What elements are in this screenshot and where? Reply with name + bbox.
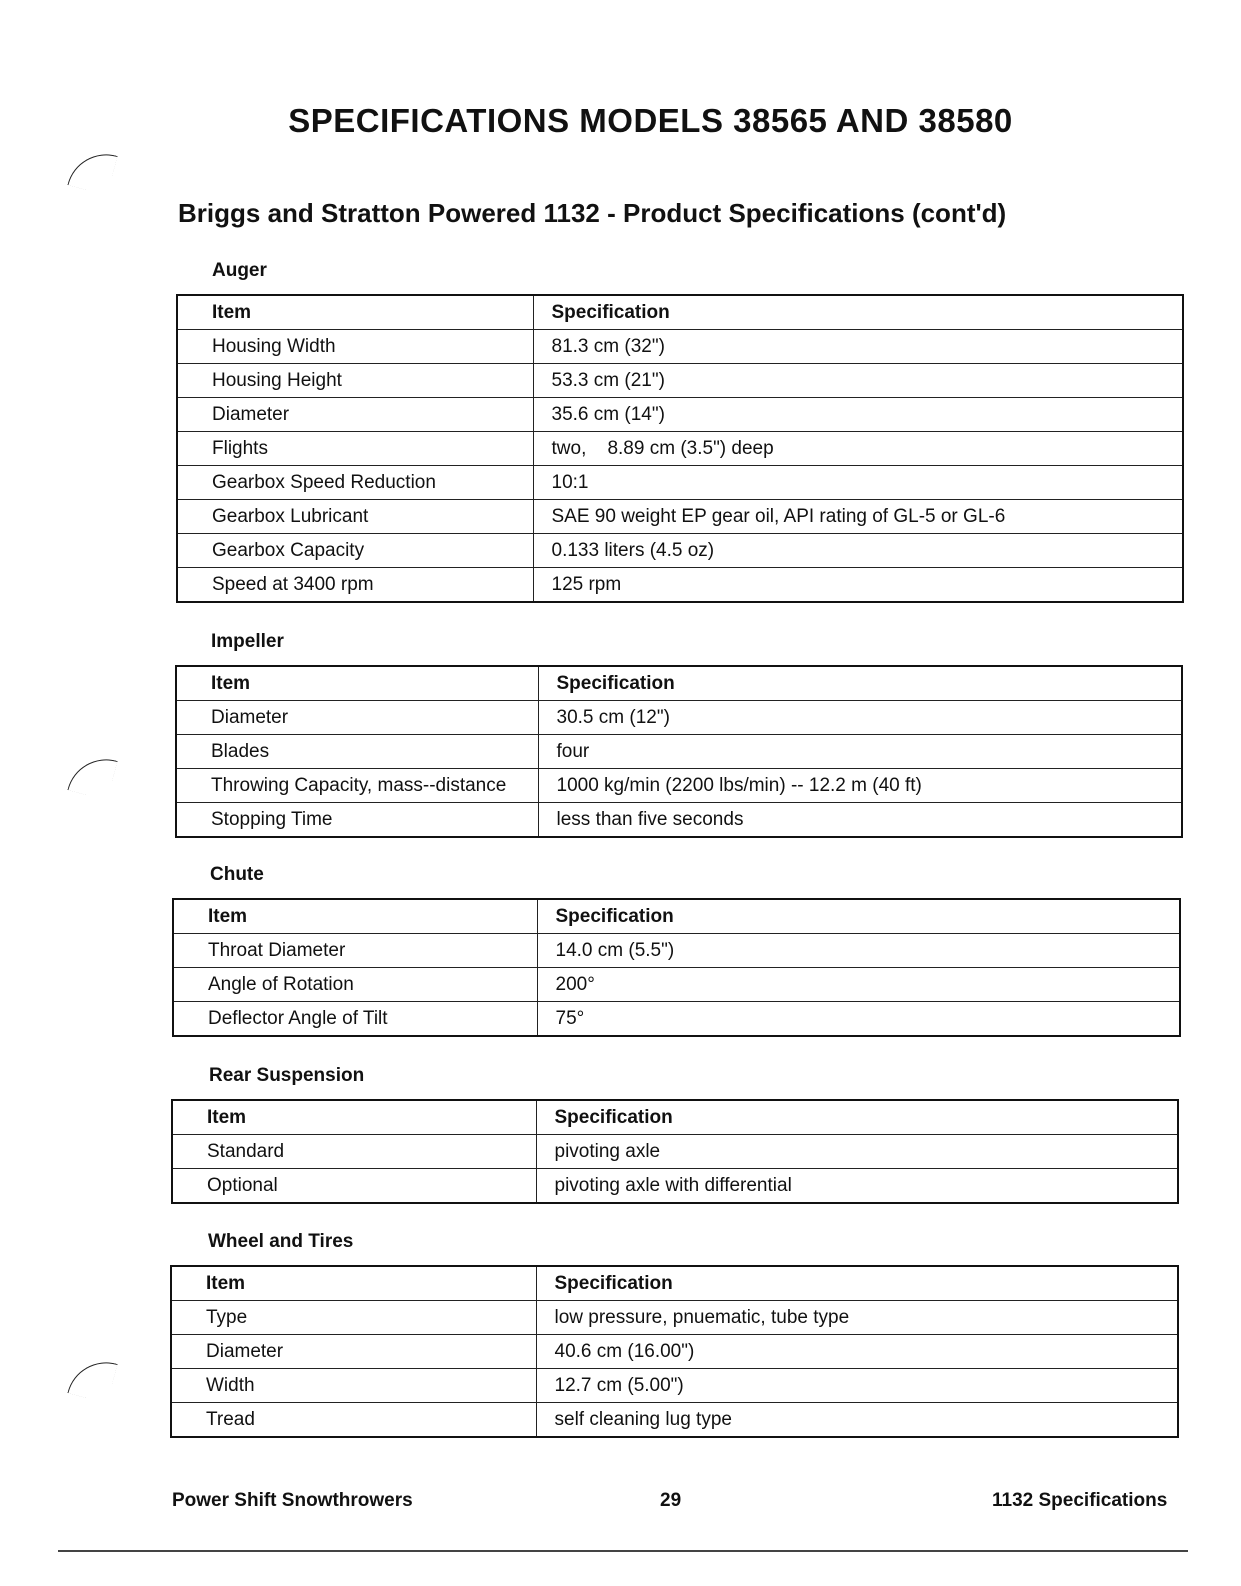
footer-left: Power Shift Snowthrowers — [172, 1490, 413, 1511]
header-item: Item — [176, 666, 538, 701]
footer-divider — [58, 1550, 1188, 1552]
header-specification: Specification — [536, 1100, 1178, 1135]
header-specification: Specification — [533, 295, 1183, 330]
table-header-row — [173, 899, 1180, 934]
item-cell: Type — [171, 1301, 536, 1335]
table-row — [177, 466, 1183, 500]
item-cell: Width — [171, 1369, 536, 1403]
item-cell: Speed at 3400 rpm — [177, 568, 533, 603]
table-row — [173, 934, 1180, 968]
page-title: SPECIFICATIONS MODELS 38565 AND 38580 — [288, 102, 1013, 139]
group-label-impeller: Impeller — [211, 631, 284, 652]
item-cell: Housing Width — [177, 330, 533, 364]
table-row — [177, 568, 1183, 603]
spec-table-wheel-and-tires — [170, 1265, 1179, 1438]
spec-cell: two, 8.89 cm (3.5") deep — [533, 432, 1183, 466]
header-item: Item — [171, 1266, 536, 1301]
header-specification: Specification — [536, 1266, 1178, 1301]
item-cell: Blades — [176, 735, 538, 769]
item-cell: Deflector Angle of Tilt — [173, 1002, 537, 1037]
item-cell: Gearbox Lubricant — [177, 500, 533, 534]
footer-right: 1132 Specifications — [992, 1490, 1168, 1511]
spec-table-auger — [176, 294, 1184, 603]
item-cell: Diameter — [177, 398, 533, 432]
spec-table-impeller — [175, 665, 1183, 838]
group-label-rear-suspension: Rear Suspension — [209, 1065, 365, 1086]
table-row — [173, 968, 1180, 1002]
group-label-wheel-and-tires: Wheel and Tires — [208, 1231, 354, 1252]
spec-cell: 75° — [537, 1002, 1180, 1037]
table-row — [176, 735, 1182, 769]
table-row — [171, 1335, 1178, 1369]
section-title: Briggs and Stratton Powered 1132 - Product Specifications (cont'd) — [178, 198, 1007, 228]
table-row — [172, 1169, 1178, 1204]
table-row — [177, 432, 1183, 466]
spec-cell: 125 rpm — [533, 568, 1183, 603]
header-item: Item — [177, 295, 533, 330]
item-cell: Angle of Rotation — [173, 968, 537, 1002]
spec-cell: 200° — [537, 968, 1180, 1002]
spec-cell: 0.133 liters (4.5 oz) — [533, 534, 1183, 568]
table-header-row — [177, 295, 1183, 330]
spec-cell: pivoting axle with differential — [536, 1169, 1178, 1204]
table-row — [177, 398, 1183, 432]
spec-cell: 30.5 cm (12") — [538, 701, 1182, 735]
header-item: Item — [173, 899, 537, 934]
spec-cell: less than five seconds — [538, 803, 1182, 838]
item-cell: Standard — [172, 1135, 536, 1169]
item-cell: Gearbox Capacity — [177, 534, 533, 568]
table-row — [177, 330, 1183, 364]
table-row — [176, 803, 1182, 838]
table-header-row — [176, 666, 1182, 701]
group-label-auger: Auger — [212, 260, 267, 281]
spec-cell: 40.6 cm (16.00") — [536, 1335, 1178, 1369]
binder-hole-mark — [67, 750, 117, 800]
header-specification: Specification — [537, 899, 1180, 934]
page-number: 29 — [660, 1490, 682, 1511]
spec-cell: 81.3 cm (32") — [533, 330, 1183, 364]
table-row — [176, 701, 1182, 735]
table-row — [177, 364, 1183, 398]
item-cell: Tread — [171, 1403, 536, 1438]
binder-hole-mark — [67, 145, 117, 195]
item-cell: Optional — [172, 1169, 536, 1204]
spec-cell: 1000 kg/min (2200 lbs/min) -- 12.2 m (40 ft) — [538, 769, 1182, 803]
spec-cell: 14.0 cm (5.5") — [537, 934, 1180, 968]
spec-cell: 35.6 cm (14") — [533, 398, 1183, 432]
spec-cell: 53.3 cm (21") — [533, 364, 1183, 398]
table-header-row — [172, 1100, 1178, 1135]
table-header-row — [171, 1266, 1178, 1301]
spec-cell: 10:1 — [533, 466, 1183, 500]
table-row — [177, 534, 1183, 568]
spec-table-chute — [172, 898, 1181, 1037]
table-row — [171, 1301, 1178, 1335]
spec-cell: pivoting axle — [536, 1135, 1178, 1169]
group-label-chute: Chute — [210, 864, 264, 885]
item-cell: Diameter — [176, 701, 538, 735]
table-row — [173, 1002, 1180, 1037]
table-row — [171, 1369, 1178, 1403]
item-cell: Flights — [177, 432, 533, 466]
spec-cell: low pressure, pnuematic, tube type — [536, 1301, 1178, 1335]
spec-cell: four — [538, 735, 1182, 769]
item-cell: Gearbox Speed Reduction — [177, 466, 533, 500]
spec-table-rear-suspension — [171, 1099, 1179, 1204]
item-cell: Housing Height — [177, 364, 533, 398]
table-row — [176, 769, 1182, 803]
spec-cell: SAE 90 weight EP gear oil, API rating of GL-5 or GL-6 — [533, 500, 1183, 534]
spec-cell: 12.7 cm (5.00") — [536, 1369, 1178, 1403]
binder-hole-mark — [67, 1353, 117, 1403]
table-row — [171, 1403, 1178, 1438]
item-cell: Stopping Time — [176, 803, 538, 838]
header-item: Item — [172, 1100, 536, 1135]
table-row — [172, 1135, 1178, 1169]
header-specification: Specification — [538, 666, 1182, 701]
item-cell: Throwing Capacity, mass--distance — [176, 769, 538, 803]
item-cell: Throat Diameter — [173, 934, 537, 968]
spec-cell: self cleaning lug type — [536, 1403, 1178, 1438]
item-cell: Diameter — [171, 1335, 536, 1369]
table-row — [177, 500, 1183, 534]
